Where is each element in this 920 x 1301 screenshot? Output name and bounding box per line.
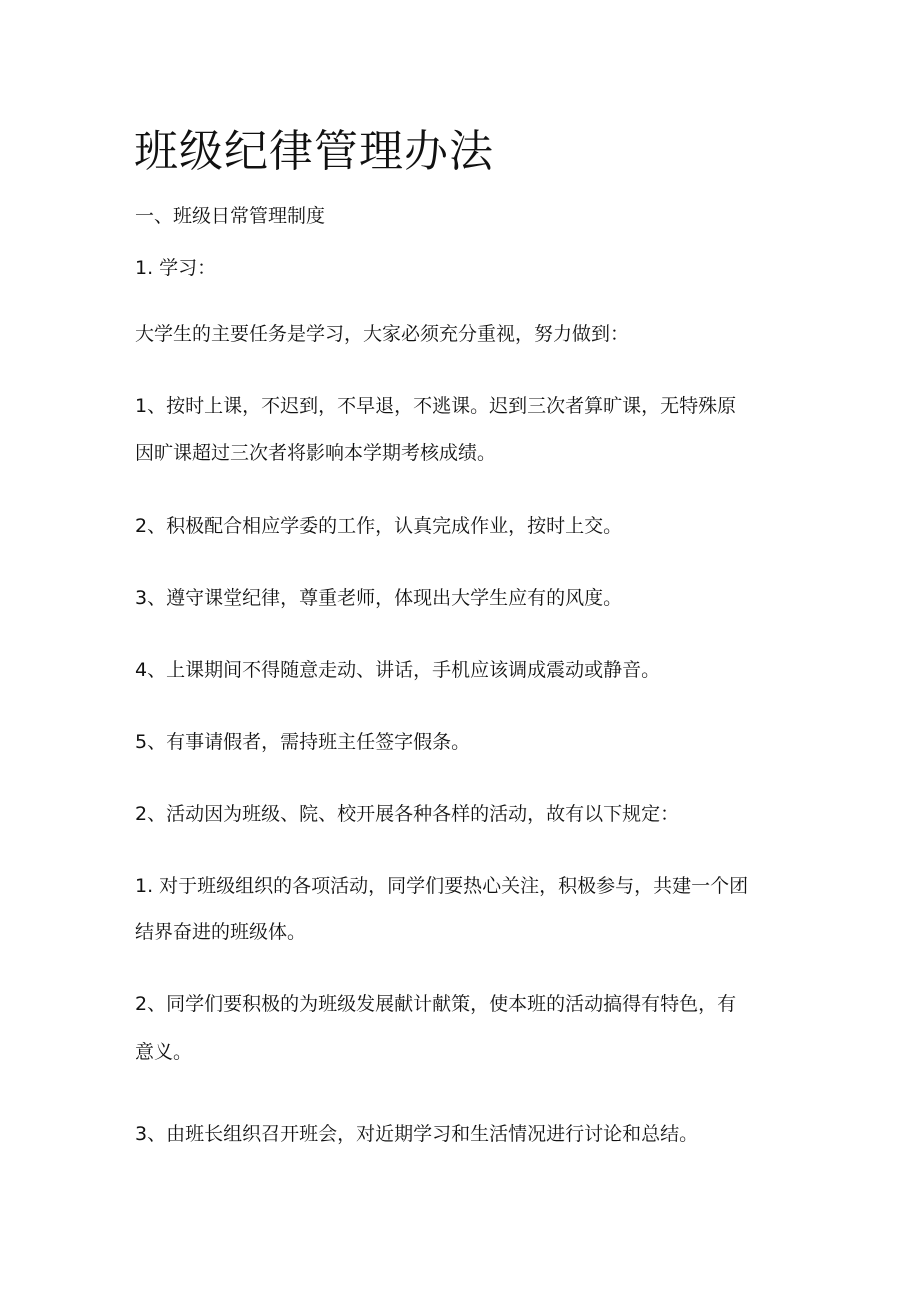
rule-no-walking-talking: 4、上课期间不得随意走动、讲话，手机应该调成震动或静音。	[135, 659, 661, 681]
rule-attendance-line-2: 因旷课超过三次者将影响本学期考核成绩。	[135, 442, 497, 464]
section-heading-daily-management: 一、班级日常管理制度	[135, 205, 326, 227]
rule-homework: 2、积极配合相应学委的工作，认真完成作业，按时上交。	[135, 515, 623, 537]
paragraph-study-intro: 大学生的主要任务是学习，大家必须充分重视，努力做到：	[135, 323, 630, 345]
rule-suggestions-line-2: 意义。	[135, 1041, 193, 1063]
rule-leave-request: 5、有事请假者，需持班主任签字假条。	[135, 731, 471, 753]
subsection-study: 1. 学习：	[135, 257, 217, 279]
rule-suggestions-line-1: 2、同学们要积极的为班级发展献计献策，使本班的活动搞得有特色，有	[135, 993, 737, 1015]
rule-classroom-discipline: 3、遵守课堂纪律，尊重老师，体现出大学生应有的风度。	[135, 587, 623, 609]
rule-activity-participation-line-1: 1. 对于班级组织的各项活动，同学们要热心关注，积极参与，共建一个团	[135, 875, 749, 897]
rule-class-meeting: 3、由班长组织召开班会，对近期学习和生活情况进行讨论和总结。	[135, 1123, 699, 1145]
rule-attendance-line-1: 1、按时上课，不迟到，不早退，不逃课。迟到三次者算旷课，无特殊原	[135, 395, 737, 417]
section-heading-activities: 2、活动因为班级、院、校开展各种各样的活动，故有以下规定：	[135, 803, 680, 825]
rule-activity-participation-line-2: 结界奋进的班级体。	[135, 921, 307, 943]
document-title: 班级纪律管理办法	[134, 126, 494, 177]
